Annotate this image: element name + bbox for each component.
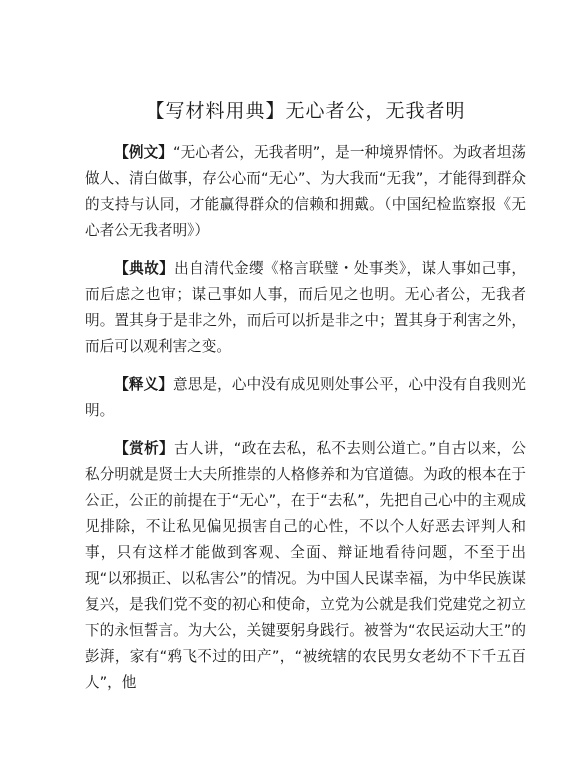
page-title: 【写材料用典】无心者公，无我者明 bbox=[145, 100, 466, 122]
paragraph-text: “无心者公，无我者明”，是一种境界情怀。为政者坦荡做人、清白做事，存公心而“无心”、为大我而“无我”，才能得到群众的支持与认同，才能赢得群众的信赖和拥戴。（中国纪检监察报《无心者公无我者明》） bbox=[85, 144, 526, 239]
paragraph-label: 【例文】 bbox=[114, 144, 173, 161]
paragraph-example bbox=[85, 140, 526, 244]
paragraph-appreciation bbox=[85, 436, 526, 696]
paragraph-label: 【典故】 bbox=[114, 260, 175, 277]
paragraph-label: 【赏析】 bbox=[114, 440, 174, 457]
paragraph-text: 古人讲，“政在去私，私不去则公道亡。”自古以来，公私分明就是贤士大夫所推崇的人格修养和为官道德。为政的根本在于公正，公正的前提在于“无心”，在于“去私”，先把自己心中的主观成见排除，不让私见偏见损害自己的心性，不以个人好恶去评判人和事，只有这样才能做到客观、全面、辩证地看待问题，不至于出现“以邪损正、以私害公”的情况。为中国人民谋幸福，为中华民族谋复兴，是我们党不变的初心和使命，立党为公就是我们党建党之初立下的永恒誓言。为大公，关键要躬身践行。被誉为“农民运动大王”的彭湃，家有“鸦飞不过的田产”，“被统辖的农民男女老幼不下千五百人”，他 bbox=[85, 440, 526, 691]
paragraph-allusion bbox=[85, 256, 526, 360]
paragraph-text: 出自清代金缨《格言联璧・处事类》，谋人事如己事，而后虑之也审；谋己事如人事，而后见之也明。无心者公，无我者明。置其身于是非之外，而后可以折是非之中；置其身于利害之外，而后可以观利害之变。 bbox=[85, 260, 526, 355]
paragraph-text: 意思是，心中没有成见则处事公平，心中没有自我则光明。 bbox=[85, 376, 526, 419]
paragraph-label: 【释义】 bbox=[114, 376, 174, 393]
paragraph-meaning bbox=[85, 372, 526, 424]
